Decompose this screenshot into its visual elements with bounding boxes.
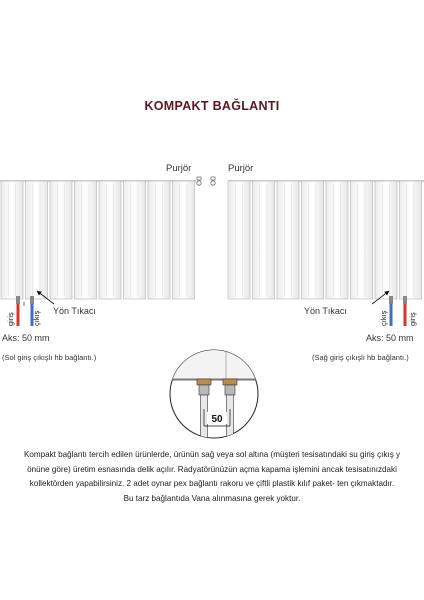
detail-circle (168, 340, 268, 440)
radiator-panel-left (173, 181, 195, 299)
radiator-panel-right (375, 181, 397, 299)
yon-tikaci-label-left: Yön Tıkacı (53, 306, 96, 316)
radiator-panel-left (75, 181, 97, 299)
radiator-panel-right (400, 181, 422, 299)
sol-note: (Sol giriş çıkışlı hb bağlantı.) (2, 353, 97, 362)
radiator-panel-left (50, 181, 72, 299)
page-title: KOMPAKT BAĞLANTI (144, 99, 280, 113)
description-line: önüne göre) üretim esnasında delik açılır. Radyatörünüzün açma kapama işlemini ancak tesisatınızdaki (27, 464, 397, 474)
radiator-left (0, 180, 196, 299)
pipes-right (389, 296, 407, 326)
aks-label-right: Aks: 50 mm (366, 333, 414, 343)
radiator-panel-right (326, 181, 348, 299)
radiator-panel-left (124, 181, 146, 299)
cikis-label-right: çıkış (379, 310, 388, 326)
radiator-panel-left (1, 181, 23, 299)
purjor-label-right: Purjör (228, 163, 254, 174)
sag-note: (Sağ giriş çıkışlı hb bağlantı.) (312, 353, 409, 362)
description (6, 448, 418, 506)
purjor-valve-left-icon (197, 177, 201, 185)
description-line: Bu tarz bağlantıda Vana alınmasına gerek yoktur. (123, 493, 301, 503)
radiator-panel-left (26, 181, 48, 299)
pipe-red-left (17, 304, 20, 326)
dimension-label: 50 (211, 414, 223, 425)
cikis-label-left: çıkış (32, 310, 41, 326)
giris-label-left: giriş (6, 312, 15, 326)
yon-tikaci-label-right: Yön Tıkacı (304, 306, 347, 316)
radiator-panel-right (253, 181, 275, 299)
purjor-valve-right-icon (211, 177, 215, 185)
radiator-panel-right (302, 181, 324, 299)
description-line: Kompakt bağlantı tercih edilen ürünlerde, ürünün sağ veya sol altına (müşteri tesisatındaki su giriş çıkış y (23, 450, 401, 459)
connection-diagram (0, 150, 424, 440)
giris-label-right: giriş (408, 312, 417, 326)
radiator-panel-left (148, 181, 170, 299)
radiator-right (228, 180, 424, 299)
radiator-panel-right (277, 181, 299, 299)
radiator-panel-right (228, 181, 250, 299)
radiator-panel-left (99, 181, 121, 299)
description-line: kollektörden yapabilirsiniz. 2 adet oynar pex bağlantı rakoru ve çiftli plastik kılıf paket- ten çıkmaktadır. (29, 479, 395, 489)
radiator-panel-right (351, 181, 373, 299)
pipe-blue-right (390, 304, 393, 326)
purjor-label-left: Purjör (166, 163, 192, 174)
pipe-red-right (404, 304, 407, 326)
aks-label-left: Aks: 50 mm (2, 333, 50, 343)
